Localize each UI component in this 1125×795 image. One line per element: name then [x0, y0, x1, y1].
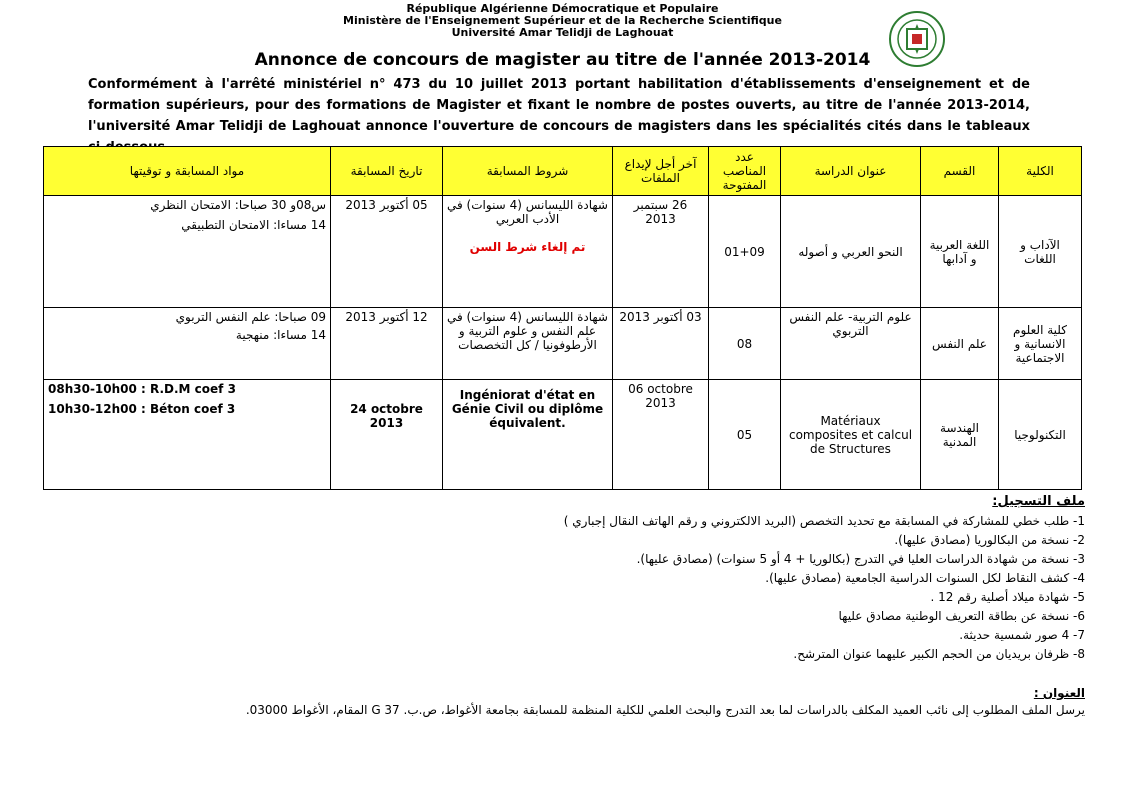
col-positions: عدد المناصب المفتوحة [709, 147, 781, 196]
dossier-title: ملف التسجيل: [992, 494, 1085, 509]
subject-line: 08h30-10h00 : R.D.M coef 3 [48, 382, 236, 396]
dossier-item: 1- طلب خطي للمشاركة في المسابقة مع تحديد التخصص (البريد الالكتروني و رقم الهاتف النقال إجباري ) [563, 514, 1085, 528]
department: الهندسة المدنية [921, 380, 999, 490]
deadline: 26 سبتمبر 2013 [613, 196, 709, 308]
faculty: كلية العلوم الانسانية و الاجتماعية [999, 308, 1082, 380]
subject-line: س08و 30 صباحا: الامتحان النظري [150, 198, 326, 212]
conditions-text: شهادة الليسانس (4 سنوات) في علم النفس و علوم التربية و الأرطوفونيا / كل التخصصات [443, 308, 613, 380]
subject-line: 09 صباحا: علم النفس التربوي [175, 310, 326, 324]
subject-line: 14 مساءا: الامتحان التطبيقي [181, 218, 326, 232]
header-line-3: Université Amar Telidji de Laghouat [451, 26, 674, 39]
table-header-row [44, 147, 1082, 196]
page-title: Annonce de concours de magister au titre de l'année 2013-2014 [254, 50, 871, 70]
dossier-item: 4- كشف النقاط لكل السنوات الدراسية الجامعية (مصادق عليها). [765, 571, 1085, 585]
positions: 05 [709, 380, 781, 490]
faculty: الآداب و اللغات [999, 196, 1082, 308]
dossier-item: 8- ظرفان بريديان من الحجم الكبير عليهما عنوان المترشح. [793, 647, 1085, 661]
study-title: علوم التربية- علم النفس التربوي [781, 308, 921, 380]
address-title: العنوان : [1033, 686, 1085, 700]
faculty: التكنولوجيا [999, 380, 1082, 490]
col-study-title: عنوان الدراسة [781, 147, 921, 196]
header-line-2: Ministère de l'Enseignement Supérieur et de la Recherche Scientifique [343, 14, 782, 27]
table-row [44, 196, 1082, 308]
department: اللغة العربية و آدابها [921, 196, 999, 308]
study-title: النحو العربي و أصوله [781, 196, 921, 308]
conditions-text: شهادة الليسانس (4 سنوات) في الأدب العربي [447, 198, 608, 226]
table-row [44, 380, 1082, 490]
contest-date: 12 أكتوبر 2013 [331, 308, 443, 380]
conditions-text: Ingéniorat d'état en Génie Civil ou diplôme équivalent. [443, 380, 613, 490]
col-faculty: الكلية [999, 147, 1082, 196]
contest-table [43, 146, 1082, 490]
department: علم النفس [921, 308, 999, 380]
positions: 08 [709, 308, 781, 380]
intro-paragraph: Conformément à l'arrêté ministériel n° 473 du 10 juillet 2013 portant habilitation d'établissements d'enseignement et de formation supérieurs, pour des formations de Magister et fixant le nombre de postes ouverts, au titre de l'année 2013-2014, l'université Amar Telidji de Laghouat annonce l'ouverture de concours de magisters dans les spécialités cités dans le tableaux [88, 77, 1030, 134]
address-text: يرسل الملف المطلوب إلى نائب العميد المكلف بالدراسات لما بعد التدرج والبحث العلمي للكلية المنظمة للمسابقة بجامعة الأغواط، ص.ب. G 37 المقام، الأغواط 03000. [245, 703, 1085, 717]
deadline: 06 octobre 2013 [613, 380, 709, 490]
dossier-item: 2- نسخة من البكالوريا (مصادق عليها). [894, 533, 1085, 547]
dossier-item: 7- 4 صور شمسية حديثة. [959, 628, 1085, 642]
positions: 01+09 [709, 196, 781, 308]
col-date: تاريخ المسابقة [331, 147, 443, 196]
age-condition-note: تم إلغاء شرط السن [469, 240, 586, 254]
registration-dossier [205, 494, 1085, 661]
col-department: القسم [921, 147, 999, 196]
dossier-item: 5- شهادة ميلاد أصلية رقم 12 . [930, 590, 1085, 604]
subject-line: 14 مساءا: منهجية [235, 328, 326, 342]
table-row [44, 308, 1082, 380]
dossier-item: 3- نسخة من شهادة الدراسات العليا في التدرج (بكالوريا + 4 أو 5 سنوات) (مصادق عليها). [636, 552, 1085, 566]
deadline: 03 أكتوبر 2013 [613, 308, 709, 380]
contest-date: 24 octobre 2013 [331, 380, 443, 490]
col-subjects: مواد المسابقة و توقيتها [44, 147, 331, 196]
col-conditions: شروط المسابقة [443, 147, 613, 196]
col-deadline: آخر أجل لإيداع الملفات [613, 147, 709, 196]
address-block [180, 686, 1085, 717]
header-line-1: République Algérienne Démocratique et Populaire [406, 2, 719, 15]
contest-date: 05 أكتوبر 2013 [331, 196, 443, 308]
study-title: Matériaux composites et calcul de Structures [781, 380, 921, 490]
dossier-item: 6- نسخة عن بطاقة التعريف الوطنية مصادق عليها [838, 609, 1085, 623]
subject-line: 10h30-12h00 : Béton coef 3 [48, 402, 236, 416]
